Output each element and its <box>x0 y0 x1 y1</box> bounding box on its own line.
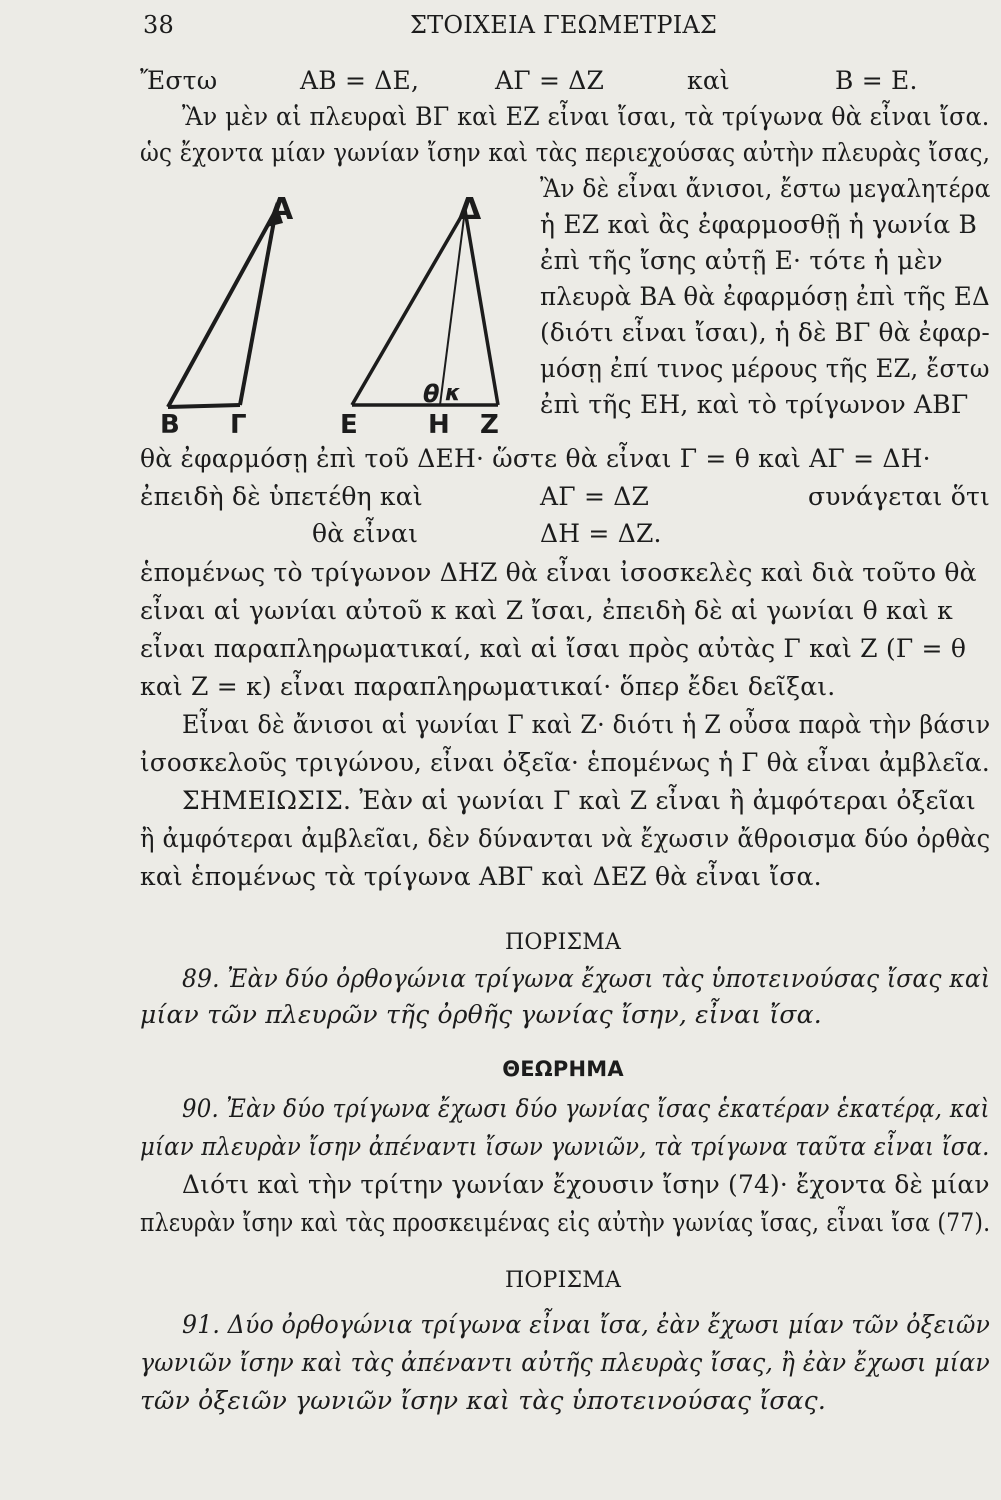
intro-eq3: Β = Ε. <box>835 66 918 95</box>
text-line: καὶ Ζ = κ) εἶναι παραπληρωματικαί· ὅπερ ἔδει δεῖξαι. <box>140 672 836 701</box>
text-line: συνάγεται ὅτι <box>808 482 990 511</box>
theorema-line: 90. Ἐὰν δύο τρίγωνα ἔχωσι δύο γωνίας ἴσας ἑκατέραν ἑκατέρᾳ, καὶ <box>182 1094 990 1123</box>
label-theta: θ <box>423 380 440 408</box>
text-line: ἢ ἀμφότεραι ἀμβλεῖαι, δὲν δύνανται νὰ ἔχωσιν ἄθροισμα δύο ὀρθὰς <box>140 824 991 853</box>
text-line: ΣΗΜΕΙΩΣΙΣ. Ἐὰν αἱ γωνίαι Γ καὶ Ζ εἶναι ἢ ἀμφότεραι ὀξεῖαι <box>182 786 976 815</box>
triangles-figure <box>140 175 540 465</box>
proof-line: πλευρὰν ἴσην καὶ τὰς προσκειμένας εἰς αὐτὴν γωνίας ἴσας, εἶναι ἴσα (77). <box>140 1208 991 1237</box>
triangle-dez <box>352 210 498 405</box>
porisma-2-line: γωνιῶν ἴσην καὶ τὰς ἀπέναντι αὐτῆς πλευρὰς ἴσας, ἢ ἐὰν ἔχωσι μίαν <box>140 1348 990 1377</box>
porisma-2-line: 91. Δύο ὀρθογώνια τρίγωνα εἶναι ἴσα, ἐὰν ἔχωσι μίαν τῶν ὀξειῶν <box>182 1310 991 1339</box>
label-z: Ζ <box>480 410 499 440</box>
porisma-heading-2: ΠΟΡΙΣΜΑ <box>504 1268 622 1293</box>
text-line: εἶναι παραπληρωματικαί, καὶ αἱ ἴσαι πρὸς αὐτὰς Γ καὶ Ζ (Γ = θ <box>140 634 967 663</box>
porisma-1-line: 89. Ἐὰν δύο ὀρθογώνια τρίγωνα ἔχωσι τὰς ὑποτεινούσας ἴσας καὶ <box>182 964 991 993</box>
text-line: θὰ ἐφαρμόσῃ ἐπὶ τοῦ ΔΕΗ· ὥστε θὰ εἶναι Γ = θ καὶ ΑΓ = ΔΗ· <box>140 444 931 473</box>
text-line: ἐπὶ τῆς ἴσης αὐτῇ Ε· τότε ἡ μὲν <box>540 246 943 275</box>
intro-eq2: ΑΓ = ΔΖ <box>495 66 605 95</box>
label-kappa: κ <box>445 381 461 406</box>
text-line: ΔΗ = ΔΖ. <box>540 519 662 548</box>
label-e: Ε <box>340 410 358 440</box>
text-line: ἡ ΕΖ καὶ ἂς ἐφαρμοσθῇ ἡ γωνία Β <box>540 210 978 239</box>
text-line: καὶ ἑπομένως τὰ τρίγωνα ΑΒΓ καὶ ΔΕΖ θὰ εἶναι ἴσα. <box>140 862 822 891</box>
triangle-abg <box>168 202 283 407</box>
page-number: 38 <box>143 11 174 39</box>
intro-eq1: ΑΒ = ΔΕ, <box>300 66 420 95</box>
text-line: ἰσοσκελοῦς τριγώνου, εἶναι ὀξεῖα· ἑπομένως ἡ Γ θὰ εἶναι ἀμβλεῖα. <box>140 748 990 777</box>
text-line: ἐπειδὴ δὲ ὑπετέθη καὶ <box>140 482 423 511</box>
porisma-2-line: τῶν ὀξειῶν γωνιῶν ἴσην καὶ τὰς ὑποτεινούσας ἴσας. <box>140 1386 827 1415</box>
text-line: μόσῃ ἐπί τινος μέρους τῆς ΕΖ, ἔστω <box>540 354 990 383</box>
text-line: Εἶναι δὲ ἄνισοι αἱ γωνίαι Γ καὶ Ζ· διότι ἡ Ζ οὖσα παρὰ τὴν βάσιν <box>182 710 991 739</box>
text-line: ΑΓ = ΔΖ <box>540 482 650 511</box>
text-line: θὰ εἶναι <box>312 519 419 548</box>
label-b: Β <box>160 410 180 440</box>
text-line: Ἂν μὲν αἱ πλευραὶ ΒΓ καὶ ΕΖ εἶναι ἴσαι, τὰ τρίγωνα θὰ εἶναι ἴσα. <box>182 102 990 131</box>
running-title: ΣΤΟΙΧΕΙΑ ΓΕΩΜΕΤΡΙΑΣ <box>410 11 718 39</box>
label-d: Δ <box>458 192 482 227</box>
porisma-1-line: μίαν τῶν πλευρῶν τῆς ὀρθῆς γωνίας ἴσην, εἶναι ἴσα. <box>140 1000 822 1029</box>
label-g: Γ <box>230 410 247 440</box>
text-line: (διότι εἶναι ἴσαι), ἡ δὲ ΒΓ θὰ ἐφαρ- <box>540 318 990 347</box>
label-a: Α <box>270 192 294 227</box>
proof-line: Διότι καὶ τὴν τρίτην γωνίαν ἔχουσιν ἴσην (74)· ἔχοντα δὲ μίαν <box>182 1170 990 1199</box>
text-line: ὡς ἔχοντα μίαν γωνίαν ἴσην καὶ τὰς περιεχούσας αὐτὴν πλευρὰς ἴσας, <box>140 138 991 167</box>
intro-and: καὶ <box>687 66 730 95</box>
text-line: Ἂν δὲ εἶναι ἄνισοι, ἔστω μεγαλητέρα <box>540 174 991 203</box>
intro-let: Ἔστω <box>140 66 218 95</box>
theorema-heading: ΘΕΩΡΗΜΑ <box>502 1057 624 1081</box>
label-h: Η <box>428 410 450 440</box>
porisma-heading-1: ΠΟΡΙΣΜΑ <box>504 930 622 955</box>
text-line: ἑπομένως τὸ τρίγωνον ΔΗΖ θὰ εἶναι ἰσοσκελὲς καὶ διὰ τοῦτο θὰ <box>140 558 977 587</box>
text-line: ἐπὶ τῆς ΕΗ, καὶ τὸ τρίγωνον ΑΒΓ <box>540 390 969 419</box>
text-line: πλευρὰ ΒΑ θὰ ἐφαρμόσῃ ἐπὶ τῆς ΕΔ <box>540 282 990 311</box>
theorema-line: μίαν πλευρὰν ἴσην ἀπέναντι ἴσων γωνιῶν, τὰ τρίγωνα ταῦτα εἶναι ἴσα. <box>140 1132 990 1161</box>
text-line: εἶναι αἱ γωνίαι αὐτοῦ κ καὶ Ζ ἴσαι, ἐπειδὴ δὲ αἱ γωνίαι θ καὶ κ <box>140 596 953 625</box>
